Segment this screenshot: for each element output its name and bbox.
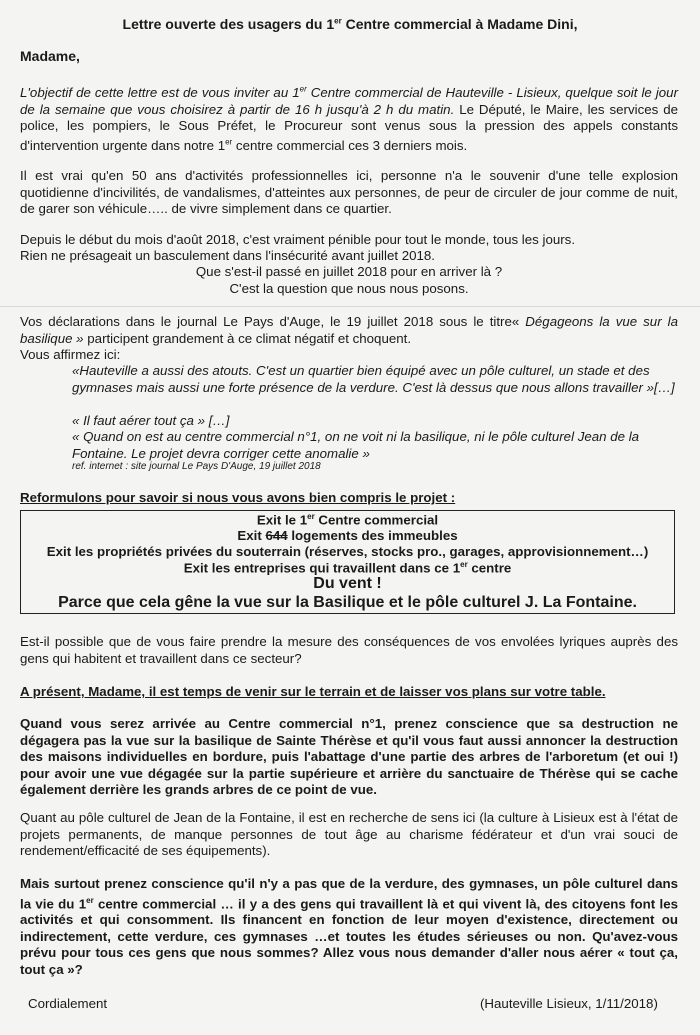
exit-proprietes: Exit les propriétés privées du souterrain (réserves, stocks pro., garages, approvisionnement…)	[46, 544, 649, 559]
exit-entreprises: Exit les entreprises qui travaillent dans ce 1er centre	[183, 560, 512, 576]
declarations-end: participent grandement à ce climat négatif et choquent.	[83, 330, 412, 346]
invitation-italic: L'objectif de cette lettre est de vous inviter au 1er Centre commercial de Hauteville - Lisieux, quelque soit le jour de la semaine que vous choisirez à partir de 16 h jusqu'à 2 h du matin.	[20, 85, 678, 117]
quote-aerer: « Il faut aérer tout ça » […]	[72, 413, 230, 428]
question-july: Que s'est-il passé en juillet 2018 pour en arriver là ?	[195, 264, 503, 279]
paragraph-consequences: Est-il possible que de vous faire prendre la mesure des conséquences de vos envolées lyriques auprès des gens qui habitent et travaillent dans ce secteur?	[20, 634, 678, 666]
reformulation-heading: Reformulons pour savoir si nous vous avons bien compris le projet :	[20, 490, 456, 505]
paragraph-declarations	[20, 314, 678, 347]
exit-logements-number: 644	[265, 528, 288, 543]
ordinal-suffix: er	[86, 895, 94, 905]
ordinal-suffix: er	[225, 137, 233, 147]
ordinal-suffix: er	[334, 16, 342, 26]
letter-title: Lettre ouverte des usagers du 1er Centre commercial à Madame Dini,	[122, 16, 578, 32]
paragraph-pole-culturel: Quant au pôle culturel de Jean de la Fontaine, il est en recherche de sens ici (la culture à Lisieux est à l'état de projets permanents, de manque personnes de tout âge au charisme fédérateur et d'un vrai souci de rendement/efficacité de ses équipements).	[20, 810, 678, 858]
paragraph-destruction: Quand vous serez arrivée au Centre commercial n°1, prenez conscience que sa destruction ne dégagera pas la vue sur la basilique de Sainte Thérèse et qu'il vous faut aussi annoncer la destruction des maisons individuelles en bordure, puis l'abattage d'une partie des arbres de l'arboretum (et oui !) pour avoir une vue dégagée sur la partie supérieure et arrière du sanctuaire de Thérèse qui se cache également derrière les grands arbres de ce point de vue.	[20, 716, 678, 797]
you-affirm: Vous affirmez ici:	[20, 347, 121, 362]
paragraph-incivilities: Il est vrai qu'en 50 ans d'activités professionnelles ici, personne n'a le souvenir d'une telle explosion quotidienne d'incivilités, de vandalismes, d'atteintes aux personnes, de peur de circuler de jour comme de nuit, de garer son véhicule….. de vivre simplement dans ce quartier.	[20, 168, 678, 216]
salutation: Madame,	[20, 48, 80, 64]
signature-date: (Hauteville Lisieux, 1/11/2018)	[480, 996, 658, 1011]
quote-atouts: «Hauteville a aussi des atouts. C'est un quartier bien équipé avec un pôle culturel, un stade et des gymnases mais aussi une forte présence de la verdure. C'est là dessus que nous allons travailler »[…]	[72, 363, 675, 395]
exit-logements-suffix: logements des immeubles	[287, 528, 458, 543]
declarations-start: Vos déclarations dans le journal Le Pays d'Auge, le 19 juillet 2018 sous le titre«	[20, 314, 526, 329]
vue-basilique: Parce que cela gêne la vue sur la Basilique et le pôle culturel J. La Fontaine.	[58, 594, 637, 611]
invitation-normal: Le Député, le Maire, les services de police, les pompiers, le Sous Préfet, le Procureur sont venus sous la pression des appels constants d'intervention urgente dans notre 1er centre commercial ces 3 derniers mois.	[20, 101, 678, 154]
paragraph-surtout: Mais surtout prenez conscience qu'il n'y a pas que de la verdure, des gymnases, un pôle culturel dans la vie du 1er centre commercial … il y a des gens qui travaillent là et qui vivent là, des citoyens font les activités et qui consomment. Ils financent en fonction de leur moyen d'existence, directement ou indirectement, cette verdure, ces gymnases …et toutes les études sérieuses ou non. Qu'avez-vous prévu pour tous ces gens que nous sommes? Allez vous nous demander d'aller nous aérer « tout ça, tout ça »?	[20, 876, 678, 977]
page-fold-line	[0, 306, 700, 307]
closing: Cordialement	[28, 996, 108, 1011]
paragraph-since-august: Depuis le début du mois d'août 2018, c'est vraiment pénible pour tout le monde, tous les jours.	[20, 232, 576, 247]
declarations-headline: Dégageons la vue sur la basilique »	[20, 314, 678, 346]
question-we-ask: C'est la question que nous nous posons.	[229, 281, 469, 296]
paragraph-terrain: A présent, Madame, il est temps de venir sur le terrain et de laisser vos plans sur votre table.	[20, 684, 606, 699]
exit-logements	[20, 528, 675, 543]
paragraph-invitation	[20, 82, 678, 155]
ordinal-suffix: er	[307, 512, 315, 521]
du-vent: Du vent !	[313, 575, 382, 592]
exit-centre: Exit le 1er Centre commercial	[256, 512, 439, 528]
paragraph-nothing-foresaw: Rien ne présageait un basculement dans l'insécurité avant juillet 2018.	[20, 248, 436, 263]
exit-logements-prefix: Exit	[237, 528, 266, 543]
quote-centre-commercial: « Quand on est au centre commercial n°1, on ne voit ni la basilique, ni le pôle culturel Jean de la Fontaine. Le projet devra corriger cette anomalie »	[72, 429, 640, 461]
ordinal-suffix: er	[299, 85, 307, 94]
quote-reference: ref. internet : site journal Le Pays D'Auge, 19 juillet 2018	[72, 461, 321, 472]
ordinal-suffix: er	[460, 560, 468, 569]
